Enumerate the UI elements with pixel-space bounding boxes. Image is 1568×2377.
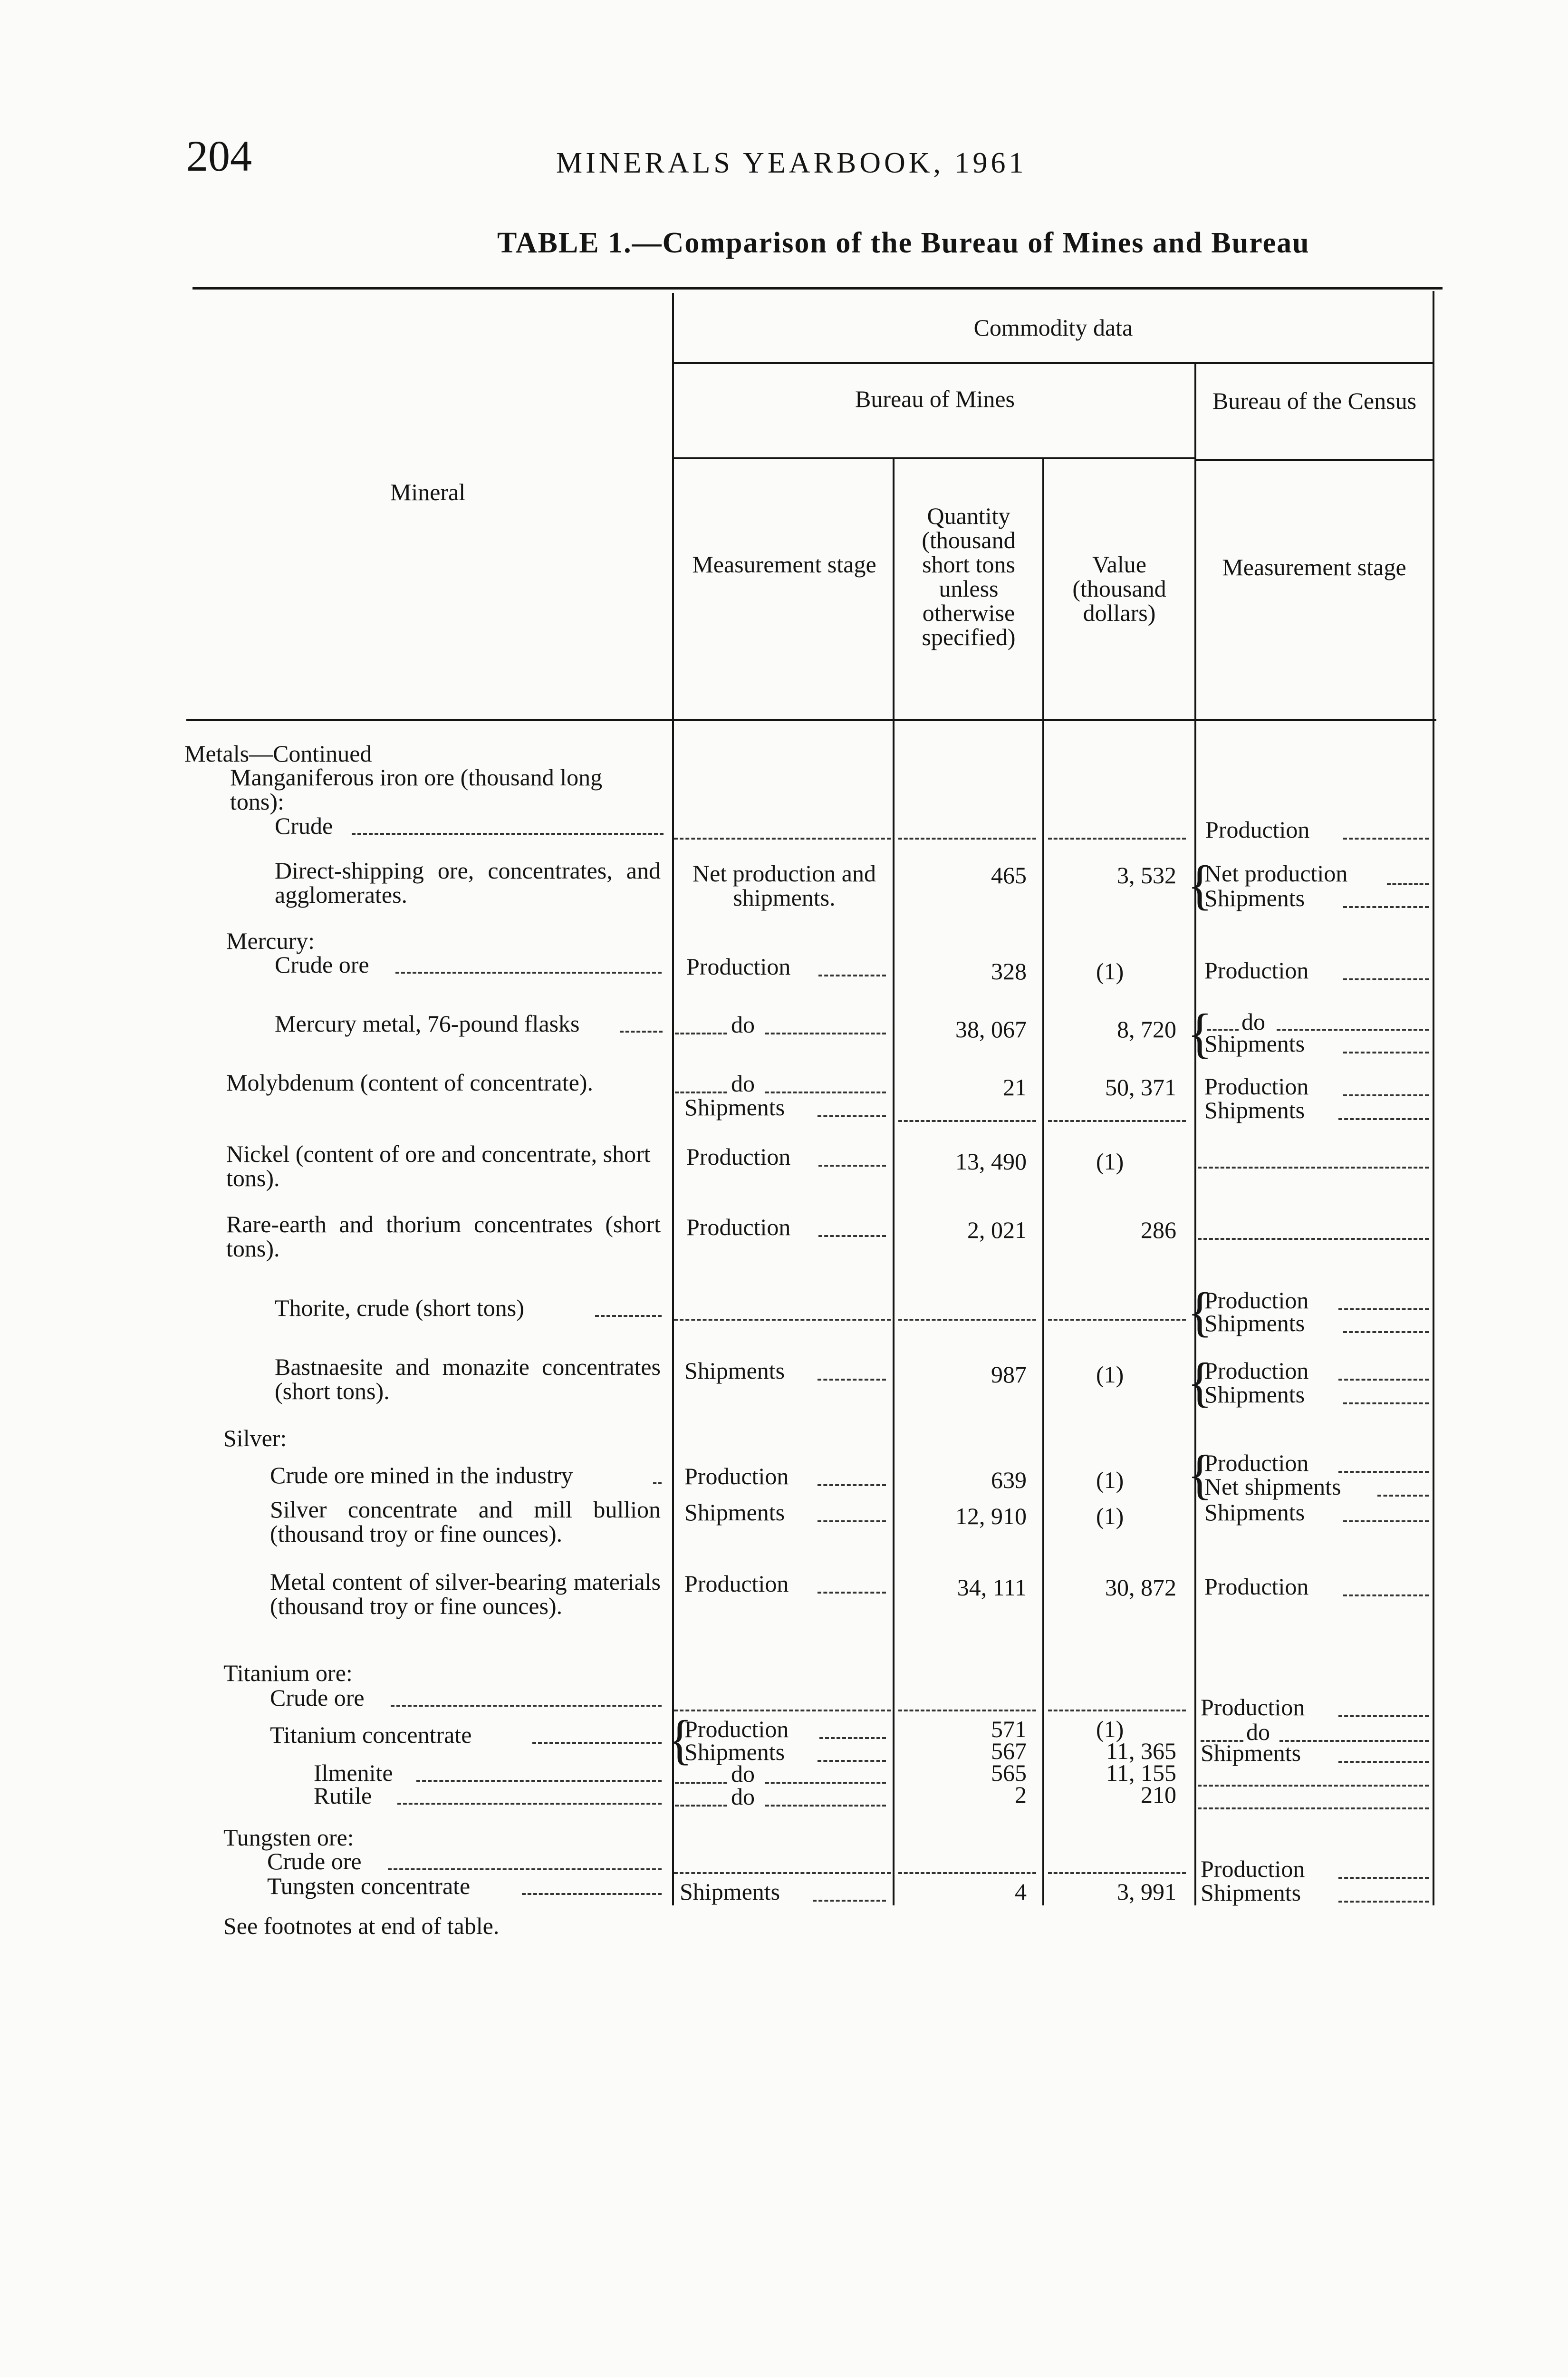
mineral-tungsten-crude: Crude ore: [267, 1848, 362, 1875]
mineral-ilmenite: Ilmenite: [314, 1759, 393, 1786]
qty-rare-earth: 2, 021: [967, 1217, 1027, 1243]
brace-titanium-conc: {: [667, 1709, 693, 1770]
census-thorite-2: Shipments: [1204, 1310, 1305, 1336]
col-divider-census: [1194, 364, 1196, 1905]
mineral-mercury: Mercury:: [226, 928, 315, 954]
mineral-silver-crude: Crude ore mined in the industry: [270, 1462, 573, 1488]
census-titanium-conc-1: do: [1246, 1719, 1270, 1745]
census-mercury-metal-2: Shipments: [1204, 1030, 1305, 1057]
bom-stage-silver-metal: Production: [684, 1570, 789, 1597]
mineral-rare-earth: Rare-earth and thorium concentrates (short tons).: [226, 1211, 661, 1262]
qty-titanium-conc-2: 567: [991, 1738, 1027, 1764]
table-top-rule: [192, 287, 1443, 290]
bom-stage-titanium-conc-2: Shipments: [684, 1739, 785, 1765]
qty-ilmenite: 565: [991, 1759, 1027, 1786]
bom-stage-bastnaesite: Shipments: [684, 1357, 785, 1384]
mineral-nickel: Nickel (content of ore and concentrate, short tons).: [226, 1140, 651, 1191]
mineral-bastnaesite: Bastnaesite and monazite concentrates (short tons).: [275, 1353, 661, 1404]
value-direct-shipping: 3, 532: [1117, 862, 1176, 889]
census-mercury-crude: Production: [1204, 957, 1309, 984]
col-divider-right: [1433, 291, 1434, 1905]
census-mang-crude: Production: [1205, 816, 1310, 843]
bom-stage-direct-shipping: Net production and shipments.: [692, 860, 876, 911]
bom-stage-nickel: Production: [686, 1143, 791, 1170]
mineral-titanium-conc: Titanium concentrate: [270, 1721, 472, 1748]
col-header-bureau-census: Bureau of the Census: [1212, 387, 1417, 414]
col-header-commodity-data: Commodity data: [973, 314, 1133, 341]
bom-stage-tungsten-conc: Shipments: [680, 1878, 780, 1905]
qty-silver-crude: 639: [991, 1467, 1027, 1493]
mineral-mercury-metal: Mercury metal, 76-pound flasks: [275, 1010, 580, 1037]
value-rare-earth: 286: [1141, 1217, 1176, 1243]
census-direct-shipping-1: Net production: [1204, 860, 1348, 887]
mineral-silver-metal: Metal content of silver-bearing materials (thousand troy or fine ounces).: [270, 1568, 661, 1619]
value-rutile: 210: [1141, 1781, 1176, 1808]
census-bastnaesite-1: Production: [1204, 1357, 1309, 1384]
census-molybdenum-1: Production: [1204, 1073, 1309, 1100]
value-titanium-conc-1: (1): [1096, 1716, 1124, 1742]
mineral-mercury-crude: Crude ore: [275, 951, 369, 978]
footnote: See footnotes at end of table.: [223, 1913, 500, 1939]
bom-stage-silver-conc: Shipments: [684, 1499, 785, 1526]
value-silver-crude: (1): [1096, 1467, 1124, 1493]
qty-titanium-conc-1: 571: [991, 1716, 1027, 1742]
bom-stage-molybdenum-2: Shipments: [684, 1094, 785, 1121]
census-thorite-1: Production: [1204, 1287, 1309, 1314]
brace-thorite: {: [1187, 1281, 1212, 1343]
qty-silver-metal: 34, 111: [957, 1574, 1027, 1601]
value-molybdenum: 50, 371: [1105, 1074, 1176, 1101]
bom-stage-titanium-conc-1: Production: [684, 1716, 789, 1742]
brace-direct-shipping: {: [1187, 854, 1212, 916]
qty-tungsten-conc: 4: [1015, 1878, 1027, 1905]
census-mercury-metal-1: do: [1241, 1008, 1265, 1035]
col-divider-value: [1042, 459, 1044, 1905]
brace-bastnaesite: {: [1187, 1351, 1212, 1413]
rule-commodity-data: [674, 362, 1433, 364]
col-divider-mineral: [672, 293, 674, 1905]
bom-stage-molybdenum-1: do: [731, 1070, 755, 1097]
census-titanium-conc-2: Shipments: [1201, 1739, 1301, 1766]
census-tungsten-crude: Production: [1201, 1855, 1305, 1882]
census-titanium-crude: Production: [1201, 1694, 1305, 1720]
col-header-bom-value: Value (thousand dollars): [1072, 551, 1166, 626]
mineral-silver: Silver:: [223, 1425, 287, 1451]
census-bastnaesite-2: Shipments: [1204, 1381, 1305, 1408]
qty-mercury-crude: 328: [991, 958, 1027, 985]
qty-molybdenum: 21: [1003, 1074, 1027, 1101]
brace-silver-crude: {: [1187, 1443, 1212, 1505]
mineral-silver-conc: Silver concentrate and mill bullion (thousand troy or fine ounces).: [270, 1496, 661, 1547]
census-silver-crude-2: Net shipments: [1204, 1473, 1341, 1500]
col-header-mineral: Mineral: [390, 479, 466, 505]
bom-stage-ilmenite: do: [731, 1760, 755, 1787]
value-mercury-crude: (1): [1096, 958, 1124, 985]
bom-stage-mercury-metal: do: [731, 1011, 755, 1038]
bom-stage-rare-earth: Production: [686, 1214, 791, 1240]
mineral-rutile: Rutile: [314, 1782, 372, 1809]
qty-silver-conc: 12, 910: [955, 1503, 1027, 1529]
census-silver-conc: Shipments: [1204, 1499, 1305, 1526]
brace-mercury-metal: {: [1187, 1002, 1212, 1064]
mineral-tungsten-conc: Tungsten concentrate: [267, 1873, 471, 1899]
value-silver-metal: 30, 872: [1105, 1574, 1176, 1601]
page-number: 204: [186, 132, 252, 180]
value-bastnaesite: (1): [1096, 1361, 1124, 1388]
bom-stage-rutile: do: [731, 1783, 755, 1810]
bom-stage-mercury-crude: Production: [686, 953, 791, 980]
census-molybdenum-2: Shipments: [1204, 1097, 1305, 1123]
mineral-manganiferous: Manganiferous iron ore (thousand long tons):: [230, 764, 603, 815]
col-header-bom-quantity: Quantity (thousand short tons unless otherwise specified): [922, 502, 1016, 650]
rule-bureau-census: [1196, 459, 1433, 461]
qty-bastnaesite: 987: [991, 1361, 1027, 1388]
census-silver-metal: Production: [1204, 1573, 1309, 1600]
header-bottom-rule: [186, 719, 1436, 721]
census-silver-crude-1: Production: [1204, 1449, 1309, 1476]
col-header-bureau-of-mines: Bureau of Mines: [855, 386, 1015, 412]
bom-stage-silver-crude: Production: [684, 1463, 789, 1489]
table-title: TABLE 1.—Comparison of the Bureau of Mines and Bureau: [497, 227, 1310, 259]
mineral-thorite: Thorite, crude (short tons): [275, 1295, 524, 1321]
section-metals-continued: Metals—Continued: [184, 740, 372, 767]
value-silver-conc: (1): [1096, 1503, 1124, 1529]
value-ilmenite: 11, 155: [1106, 1759, 1176, 1786]
mineral-titanium-crude: Crude ore: [270, 1684, 365, 1711]
rule-bureau-of-mines: [674, 457, 1196, 459]
col-divider-qty: [893, 459, 895, 1905]
col-header-census-measurement-stage: Measurement stage: [1222, 554, 1406, 580]
mineral-direct-shipping: Direct-shipping ore, concentrates, and agglomerates.: [275, 857, 661, 908]
running-title: MINERALS YEARBOOK, 1961: [556, 147, 1027, 179]
mineral-mang-crude: Crude: [275, 812, 333, 839]
qty-mercury-metal: 38, 067: [955, 1016, 1027, 1043]
mineral-molybdenum: Molybdenum (content of concentrate).: [226, 1069, 593, 1096]
mineral-titanium: Titanium ore:: [223, 1660, 353, 1686]
census-direct-shipping-2: Shipments: [1204, 885, 1305, 911]
value-nickel: (1): [1096, 1148, 1124, 1175]
value-tungsten-conc: 3, 991: [1117, 1878, 1176, 1905]
mineral-tungsten: Tungsten ore:: [223, 1824, 354, 1851]
qty-rutile: 2: [1015, 1781, 1027, 1808]
census-tungsten-conc: Shipments: [1201, 1879, 1301, 1906]
qty-nickel: 13, 490: [955, 1148, 1027, 1175]
col-header-bom-measurement-stage: Measurement stage: [692, 551, 876, 578]
qty-direct-shipping: 465: [991, 862, 1027, 889]
value-mercury-metal: 8, 720: [1117, 1016, 1176, 1043]
value-titanium-conc-2: 11, 365: [1106, 1738, 1176, 1764]
